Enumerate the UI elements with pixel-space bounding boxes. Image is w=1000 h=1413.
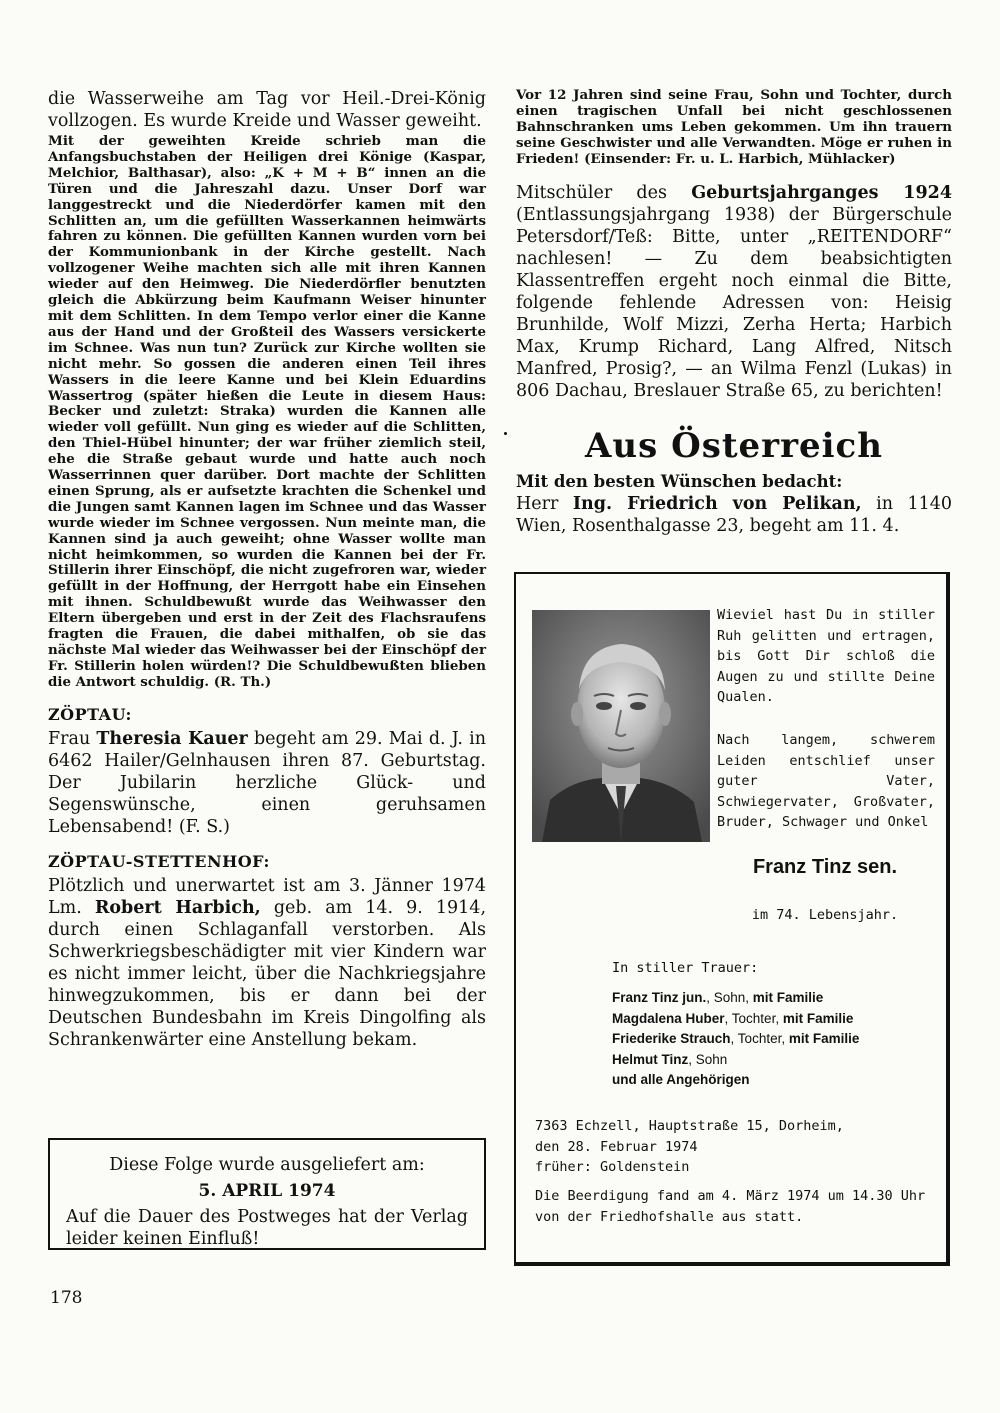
stettenhof-heading: ZÖPTAU-STETTENHOF: bbox=[48, 851, 270, 871]
family-member-name: Helmut Tinz bbox=[612, 1051, 689, 1067]
family-member-name: Friederike Strauch bbox=[612, 1031, 731, 1047]
family-member-name: Franz Tinz jun. bbox=[612, 990, 707, 1005]
family-member-family: mit Familie bbox=[752, 990, 824, 1005]
burial-info: Die Beerdigung fand am 4. März 1974 um 14.30 Uhr von der Friedhofshalle aus statt. bbox=[535, 1188, 926, 1225]
zoeptau-heading: ZÖPTAU: bbox=[48, 704, 132, 724]
stettenhof-text-pre: Plötzlich und unerwartet ist am 3. Jänner 1974 Lm. bbox=[48, 875, 486, 918]
family-member bbox=[612, 988, 942, 1009]
family-list bbox=[612, 988, 942, 1091]
relatives-line bbox=[612, 1070, 942, 1091]
family-member bbox=[612, 1029, 942, 1050]
address-line2: den 28. Februar 1974 bbox=[535, 1138, 698, 1155]
obituary-verse: Wieviel hast Du in stiller Ruh gelitten und ertragen, bis Gott Dir schloß die Augen zu und stillte Deine Qualen. bbox=[717, 607, 935, 706]
right-column bbox=[516, 88, 952, 537]
zoeptau-text-post: begeht am 29. Mai d. J. in 6462 Hailer/Gelnhausen ihren 87. Geburtstag. Der Jubilarin herzliche Glück- und Segenswünsche, einen geruhsamen Lebensabend! (F. S.) bbox=[48, 728, 486, 837]
mourning-label: In stiller Trauer: bbox=[612, 960, 759, 976]
deceased-name: Franz Tinz sen. bbox=[752, 856, 898, 878]
stray-dot bbox=[504, 432, 507, 435]
family-member-family: mit Familie bbox=[782, 1010, 854, 1026]
family-member-family: mit Familie bbox=[788, 1031, 860, 1047]
page-number: 178 bbox=[50, 1288, 83, 1308]
notice-line2: Auf die Dauer des Postweges hat der Verlag leider keinen Einfluß! bbox=[66, 1207, 468, 1249]
zoeptau-person-name: Theresia Kauer bbox=[96, 728, 248, 749]
pelikan-person-name: Ing. Friedrich von Pelikan, bbox=[572, 493, 862, 514]
epiphany-story: Mit der geweihten Kreide schrieb man die Anfangsbuchstaben der Heiligen drei Könige (Kaspar, Melchior, Balthasar), also: „K + M + B“ innen an die Türen und die Jahreszahl dazu. Unser Dorf war langgestreckt und die Niederdörfer kamen mit den Schlitten an, um die gefüllten Wasserkannen heimwärts fahren zu können. Die gefüllten Kannen wurden vorn bei der Kommunionbank in der Kirche gestellt. Nach vollzogener Weihe machten sich alle mit ihren Kannen wieder auf den Heimweg. Die Niederdörfler benutzten gleich die Abkürzung beim Kaufmann Weiser hinunter mit dem Schlitten. In dem Tempo verlor einer die Kanne aus der Hand und der Großteil des Wassers versickerte im Schnee. Was nun tun? Zurück zur Kirche wollten sie nicht mehr. So gossen die anderen einen Teil ihres Wassers in die leere Kanne und bei Klein Eduardins Wassertrog (später hießen die Leute in diesem Haus: Becker und zuletzt: Straka) wurden die Kannen alle wieder voll gefüllt. Nun ging es wieder auf die Schlitten, den Thiel-Hübel hinunter; der war früher ziemlich steil, ehe die Straße gebaut wurde und hatte auch noch Wasserrinnen quer darüber. Dort machte der Schlitten einen Sprung, als er aufsetzte krachten die Schenkel und die Jungen samt Kannen lagen im Schnee und das Wasser wurde wieder im Schnee vergossen. Nun meinte man, die Kannen sind ja auch geweiht; ohne Wasser wollte man nicht heimkommen, so wurden die Kannen bei der Fr. Stillerin ihrer Einschöpf, die nicht zugefroren war, wieder gefüllt in der Hoffnung, der Herrgott habe ein Einsehen mit ihnen. Schuldbewußt wurde das Weihwasser den Eltern übergeben und erst in der Zeit des Flachsraufens fragten die Frauen, die dabei mithalfen, ob sie das nächste Mal wieder das Weihwasser bei der Einschöpf der Fr. Stillerin holen würden!? Die Schuldbewußten blieben die Antwort schuldig. (R. Th.) bbox=[48, 133, 486, 690]
notice-date: 5. APRIL 1974 bbox=[198, 1181, 336, 1201]
delivery-notice-box bbox=[48, 1138, 486, 1250]
family-member bbox=[612, 1009, 942, 1030]
stettenhof-paragraph bbox=[48, 875, 486, 1051]
family-member-relation: , Tochter, bbox=[724, 1010, 783, 1026]
family-member-relation: , Sohn, bbox=[706, 990, 753, 1005]
address-line3: früher: Goldenstein bbox=[535, 1159, 690, 1176]
class-text-pre: Mitschüler des bbox=[516, 182, 692, 203]
accident-paragraph: Vor 12 Jahren sind seine Frau, Sohn und Tochter, durch einen tragischen Unfall bei nicht geschlossenen Bahnschranken ums Leben gekommen. Um ihn trauern seine Geschwister und alle Verwandten. Möge er ruhen in Frieden! (Einsender: Fr. u. L. Harbich, Mühlacker) bbox=[516, 87, 952, 167]
pelikan-text-post: in 1140 Wien, Rosenthalgasse 23, begeht am 11. 4. bbox=[516, 493, 952, 536]
pelikan-text-pre: Herr bbox=[516, 493, 573, 514]
intro-paragraph: die Wasserweihe am Tag vor Heil.-Drei-König vollzogen. Es wurde Kreide und Wasser geweiht. bbox=[48, 89, 486, 131]
family-member-relation: , Sohn bbox=[688, 1051, 728, 1067]
zoeptau-text-pre: Frau bbox=[48, 728, 97, 749]
stettenhof-person-name: Robert Harbich, bbox=[94, 897, 261, 918]
deceased-age: im 74. Lebensjahr. bbox=[751, 907, 899, 923]
family-member bbox=[612, 1050, 942, 1071]
class-text-post: (Entlassungsjahrgang 1938) der Bürgerschule Petersdorf/Teß: Bitte, unter „REITENDORF“ nachlesen! — Zu dem beabsichtigten Klassentreffen ergeht noch einmal die Bitte, folgende fehlende Adressen von: Heisig Brunhilde, Wolf Mizzi, Zerha Herta; Harbich Max, Krump Richard, Lang Alfred, Nitsch Manfred, Prosig?, — an Wilma Fenzl (Lukas) in 806 Dachau, Breslauer Straße 65, zu berichten! bbox=[516, 204, 952, 401]
zoeptau-paragraph bbox=[48, 728, 486, 838]
notice-line1: Diese Folge wurde ausgeliefert am: bbox=[109, 1155, 425, 1175]
family-member-relation: , Tochter, bbox=[730, 1031, 789, 1047]
austria-heading: Aus Österreich bbox=[585, 425, 883, 466]
class-year-bold: Geburtsjahrganges 1924 bbox=[691, 182, 952, 203]
address-line1: 7363 Echzell, Hauptstraße 15, Dorheim, bbox=[535, 1118, 844, 1134]
stettenhof-text-post: geb. am 14. 9. 1914, durch einen Schlaganfall verstorben. Als Schwerkriegsbeschädigter mit vier Kindern war es nicht immer leicht, über die Nachkriegsjahre hinwegzukommen, bis er dann bei der Deutschen Bundesbahn im Kreis Dingolfing als Schrankenwärter eine Anstellung bekam. bbox=[48, 897, 487, 1050]
relatives-text: und alle Angehörigen bbox=[612, 1072, 750, 1088]
portrait-photo bbox=[532, 610, 710, 842]
obituary-death-text: Nach langem, schwerem Leiden entschlief unser guter Vater, Schwiegervater, Großvater, Bruder, Schwager und Onkel bbox=[717, 732, 935, 831]
family-member-name: Magdalena Huber bbox=[612, 1010, 725, 1026]
wishes-heading: Mit den besten Wünschen bedacht: bbox=[516, 471, 843, 491]
portrait-image bbox=[532, 610, 710, 842]
obituary-address bbox=[535, 1116, 935, 1178]
pelikan-paragraph bbox=[516, 493, 952, 537]
left-column bbox=[48, 88, 486, 1051]
class-reunion-paragraph bbox=[516, 182, 952, 402]
